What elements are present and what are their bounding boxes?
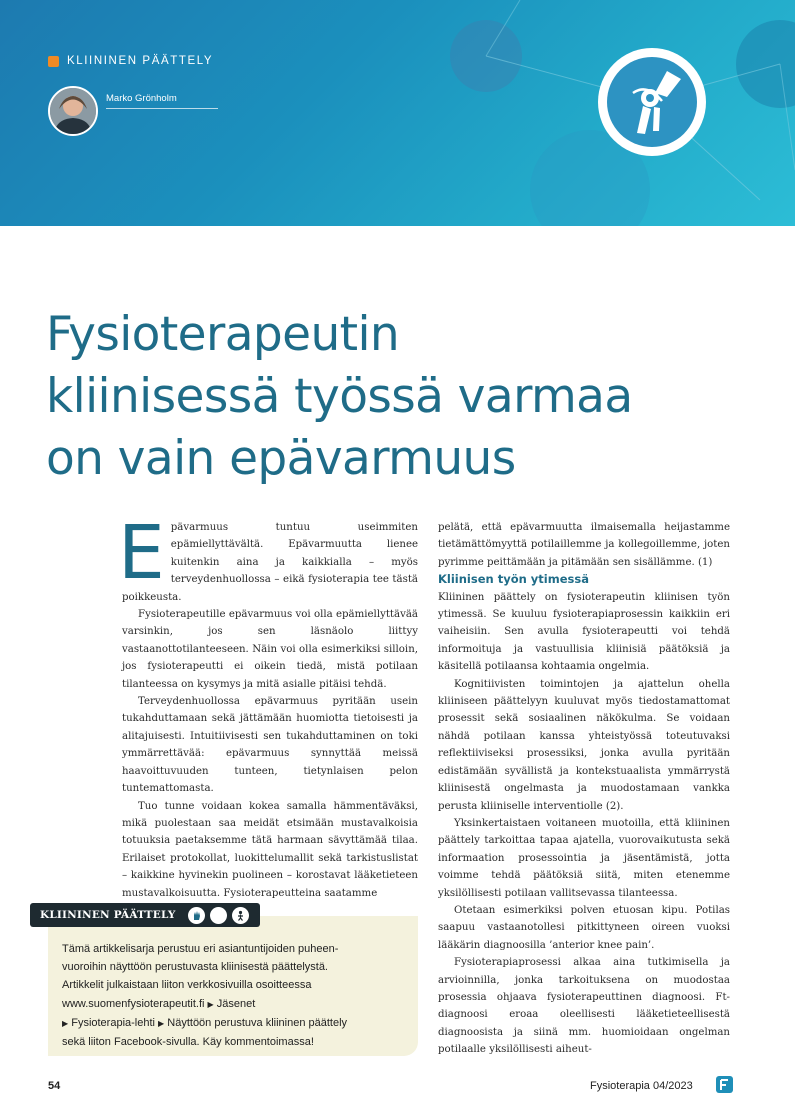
- circle-icon: [210, 907, 227, 924]
- article-column-left: [118, 510, 418, 902]
- drop-cap: E: [118, 510, 165, 596]
- arrow-icon: ▶: [158, 1018, 165, 1028]
- person-photo-icon: [50, 88, 96, 134]
- paragraph: Yksinkertaistaen voitaneen muotoilla, että kliininen päättely tarkoittaa tapaa ajatella, vuorovaikutusta sekä informaation prosessointia ja jäsentämistä, jotta voimme tehdä päätöksiä siitä, miten etenemme yksilöllisesti potilaan vallitsevassa tilanteessa.: [438, 817, 730, 899]
- reasoning-link[interactable]: Näyttöön perustuva kliininen päättely: [167, 1016, 348, 1029]
- article-column-right: [438, 519, 730, 1059]
- info-line: [62, 995, 402, 1014]
- paragraph: Fysioterapiaprosessi alkaa aina tutkimisella ja arvioinnilla, jonka tarkoituksena on muodostaa prosessia ohjaava fysioterapeuttinen diagnoosi. Ft-diagnoosi eroaa oleellisesti lääketieteellisestä diagnoosista ja siinä mm. huomioidaan ongelman potilaalle yksilöllisesti aiheut-: [438, 957, 730, 1056]
- category-text: KLIININEN PÄÄTTELY: [67, 55, 214, 67]
- section-heading: Kliinisen työn ytimessä: [438, 572, 589, 587]
- info-line: Artikkelit julkaistaan liiton verkkosivuilla osoitteessa: [62, 979, 312, 992]
- members-link[interactable]: Jäsenet: [216, 997, 256, 1010]
- page-number: 54: [48, 1080, 61, 1092]
- paragraph: pelätä, että epävarmuutta ilmaisemalla heijastamme tietämättömyyttä potilaillemme ja kollegoillemme, joten pyrimme peittämään ja pitämään sen sisällämme. (1): [438, 522, 730, 568]
- paragraph: Tuo tunne voidaan kokea samalla hämmentäväksi, mikä puolestaan saa meidät etsimään mustavalkoisia totuuksia paetaksemme tätä harmaan sävyttämää tilaa. Erilaiset protokollat, luokittelumallit sekä tarkistuslistat – kaikkine hyvinekin puolineen – korostavat lääketieteen mustavalkoisuutta. Fysioterapeutteina saatamme: [122, 800, 418, 899]
- paragraph: Kliininen päättely on fysioterapeutin kliinisen työn ytimessä. Se kuuluu fysioterapiaprosessin kaikkiin eri vaiheisiin. Sen avulla fysioterapeutti voi tehdä informoituja ja vastuullisia kliinisiä päätöksiä ja käsitellä potilaansa kohtaamia ongelmia.: [438, 591, 730, 673]
- knee-joint-icon: [607, 57, 697, 147]
- magazine-link[interactable]: Fysioterapia-lehti: [71, 1016, 155, 1029]
- figure-icon: [232, 907, 249, 924]
- paragraph: [118, 510, 418, 606]
- arrow-icon: ▶: [207, 999, 214, 1009]
- arrow-icon: ▶: [62, 1018, 69, 1028]
- category-marker: [48, 56, 59, 67]
- header-banner: [0, 0, 795, 226]
- title-line-1: Fysioterapeutin: [46, 307, 400, 362]
- author-name: Marko Grönholm: [106, 93, 218, 109]
- paragraph: Kognitiivisten toimintojen ja ajattelun ohella kliiniseen päättelyyn kuuluvat myös tiedostamattomat prosessit sekä sosiaalinen näkökulma. Se voidaan nähdä potilaan kanssa yhteistyössä toteutuvaksi reflektiiviseksi prosessiksi, jonka avulla pyritään edistämään syvällistä ja kontekstuaalista ymmärrystä kliinisestä ongelmasta ja muodostamaan vankka perusta kliiniselle interventiolle (2).: [438, 678, 730, 812]
- info-box-title: KLIININEN PÄÄTTELY: [40, 909, 176, 921]
- paragraph: Fysioterapeutille epävarmuus voi olla epämiellyttävää varsinkin, jos sen läsnäolo liittyy vastaanottotilanteeseen. Näin voi olla esimerkiksi silloin, jos fysioterapeutti ei oikein tiedä, mistä potilaan tilanteessa on kysymys ja mitä asialle pitäisi tehdä.: [122, 609, 418, 690]
- magazine-logo-icon: [716, 1076, 733, 1093]
- paragraph: Terveydenhuollossa epävarmuus pyritään usein tukahduttamaan sekä jättämään huomiotta tietoisesti ja alitajuisesti. Intuitiivisesti sen tukahduttaminen on toki ymmärrettävää: epävarmuus synnyttää meissä haavoittuvuuden tunteen, tietynlaisen pelon tuntemattomasta.: [122, 696, 418, 795]
- magazine-issue: Fysioterapia 04/2023: [590, 1080, 693, 1092]
- title-line-2: kliinisessä työssä varmaa: [46, 369, 633, 424]
- hand-icon: [188, 907, 205, 924]
- article-title: [46, 304, 633, 490]
- info-line: Tämä artikkelisarja perustuu eri asiantuntijoiden puheen-: [62, 943, 339, 955]
- author-byline: [48, 86, 218, 136]
- info-line: [62, 1014, 402, 1033]
- paragraph: Otetaan esimerkiksi polven etuosan kipu. Potilas saapuu vastaanotollesi pitkittyneen oireen vuoksi lääkärin diagnoosilla ’anterior knee pain’.: [438, 904, 730, 951]
- title-line-3: on vain epävarmuus: [46, 431, 516, 486]
- info-box-text: [62, 940, 402, 1051]
- info-line: sekä liiton Facebook-sivulla. Käy kommentoimassa!: [62, 1036, 314, 1049]
- paragraph-text: pävarmuus tuntuu useimmiten epämiellyttävältä. Epävarmuutta lienee kuitenkin aina ja kaikkialla – myös terveydenhuollossa – eikä fysioterapia tee tästä poikkeusta.: [122, 522, 418, 603]
- author-avatar: [48, 86, 98, 136]
- info-line: vuoroihin näyttöön perustuvasta kliinisestä päättelystä.: [62, 961, 328, 974]
- website-link[interactable]: www.suomenfysioterapeutit.fi: [62, 997, 205, 1010]
- info-box-label: [30, 903, 260, 927]
- category-label: [48, 55, 213, 67]
